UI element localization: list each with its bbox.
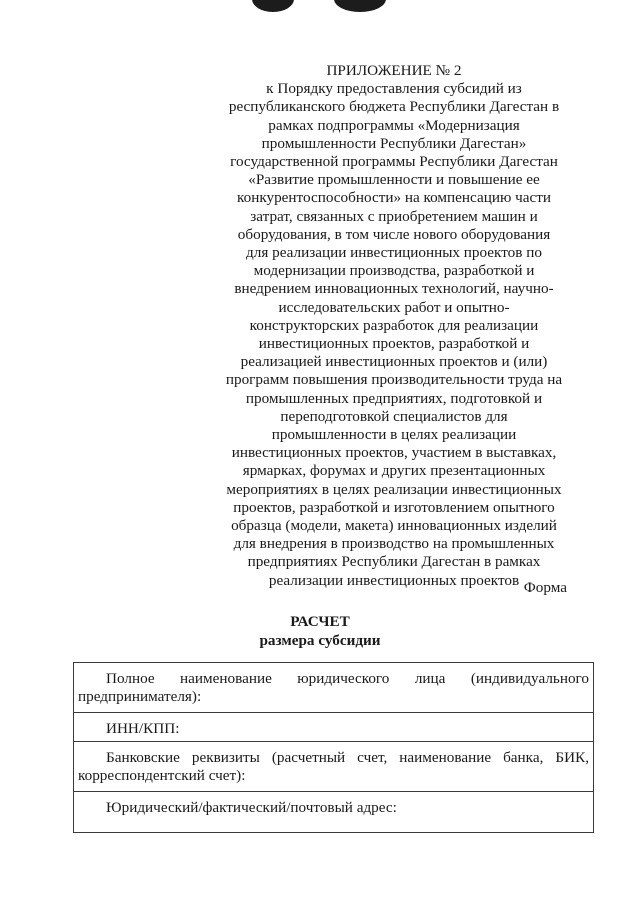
table-row-legal-name: Полное наименование юридического лица (индивидуального предпринимателя):	[74, 663, 593, 713]
heading-title: РАСЧЕТ	[290, 613, 350, 630]
appendix-line: реализации инвестиционных проектов	[268, 571, 520, 589]
appendix-line: конкурентоспособности» на компенсацию части	[237, 189, 551, 207]
appendix-line: для реализации инвестиционных проектов по	[246, 244, 542, 262]
appendix-header	[218, 62, 570, 590]
appendix-line: инвестиционных проектов, участием в выставках,	[231, 444, 557, 462]
appendix-line: «Развитие промышленности и повышение ее	[248, 171, 540, 189]
appendix-line: образца (модели, макета) инновационных изделий	[231, 517, 557, 535]
form-label: Форма	[523, 579, 567, 596]
appendix-line: мероприятиях в целях реализации инвестиционных	[226, 480, 562, 498]
appendix-title: ПРИЛОЖЕНИЕ № 2	[326, 62, 462, 79]
appendix-line: предприятиях Республики Дагестан в рамках	[247, 553, 541, 571]
appendix-line: ярмарках, форумах и других презентационных	[242, 462, 546, 480]
table-row-address: Юридический/фактический/почтовый адрес:	[106, 799, 397, 816]
heading-subtitle: размера субсидии	[259, 632, 381, 649]
table-row-inn-kpp: ИНН/КПП:	[74, 713, 593, 742]
appendix-line: государственной программы Республики Дагестан	[230, 153, 558, 171]
appendix-line: исследовательских работ и опытно-	[278, 298, 510, 316]
appendix-line: промышленности в целях реализации	[271, 426, 517, 444]
appendix-line: конструкторских разработок для реализации	[249, 316, 539, 334]
scan-artifact	[334, 0, 386, 12]
form-table	[73, 662, 594, 833]
appendix-line: рамках подпрограммы «Модернизация	[268, 116, 520, 134]
table-row-bank-details: Банковские реквизиты (расчетный счет, наименование банка, БИК, корреспондентский счет):	[74, 742, 593, 792]
appendix-line: переподготовкой специалистов для	[280, 407, 508, 425]
appendix-line: промышленности Республики Дагестан»	[261, 134, 527, 152]
appendix-text	[218, 80, 570, 590]
appendix-line: оборудования, в том числе нового оборудования	[237, 225, 551, 243]
appendix-line: проектов, разработкой и изготовлением опытного	[233, 498, 555, 516]
appendix-line: модернизации производства, разработкой и	[253, 262, 535, 280]
document-heading	[0, 612, 640, 650]
appendix-line: инвестиционных проектов, разработкой и	[258, 335, 530, 353]
appendix-line: затрат, связанных с приобретением машин и	[250, 207, 538, 225]
appendix-line: к Порядку предоставления субсидий из	[266, 80, 522, 98]
appendix-line: для внедрения в производство на промышленных	[233, 535, 555, 553]
appendix-line: реализацией инвестиционных проектов и (или)	[240, 353, 548, 371]
appendix-line: внедрением инновационных технологий, научно-	[234, 280, 554, 298]
appendix-line: промышленных предприятиях, подготовкой и	[245, 389, 543, 407]
appendix-line: программ повышения производительности труда на	[225, 371, 563, 389]
scan-artifact	[252, 0, 294, 12]
appendix-line: республиканского бюджета Республики Дагестан в	[228, 98, 560, 116]
